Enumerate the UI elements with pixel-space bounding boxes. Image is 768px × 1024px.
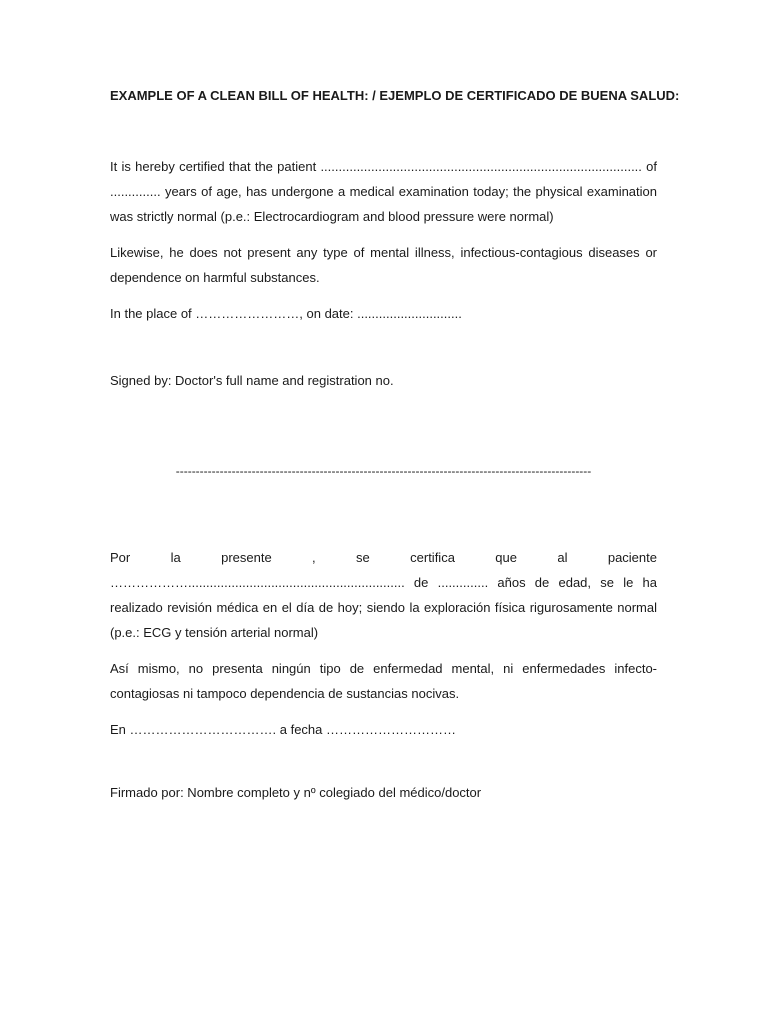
english-signed-by: Signed by: Doctor's full name and registration no. (110, 373, 394, 388)
english-paragraph-2: Likewise, he does not present any type of mental illness, infectious-contagious diseases or dependence on harmful substances. (110, 245, 657, 285)
spanish-place-date: En ……………………………. a fecha ………………………… (110, 722, 456, 737)
spanish-signed-by: Firmado por: Nombre completo y nº colegiado del médico/doctor (110, 785, 482, 800)
spanish-paragraph-2: Así mismo, no presenta ningún tipo de enfermedad mental, ni enfermedades infecto-contagiosas ni tampoco dependencia de sustancias nocivas. (110, 661, 657, 701)
document-content (110, 86, 680, 805)
document-title: EXAMPLE OF A CLEAN BILL OF HEALTH: / EJEMPLO DE CERTIFICADO DE BUENA SALUD: (110, 88, 680, 103)
spanish-paragraph-1: Por la presente , se certifica que al paciente ………………............................................................ de .............. años de edad, se le ha realizado revisión médica en el día de hoy; siendo la exploración física rigurosamente normal (p.e.: ECG y tensión arterial normal) (110, 550, 657, 640)
english-paragraph-1: It is hereby certified that the patient ......................................................................................... of .............. years of age, has undergone a medical examination today; the physical examination was strictly normal (p.e.: Electrocardiogram and blood pressure were normal) (110, 159, 657, 224)
section-separator: -------------------------------------------------------------------------------------------------------- (175, 464, 592, 478)
english-place-date: In the place of ……………………, on date: ............................. (110, 306, 462, 321)
